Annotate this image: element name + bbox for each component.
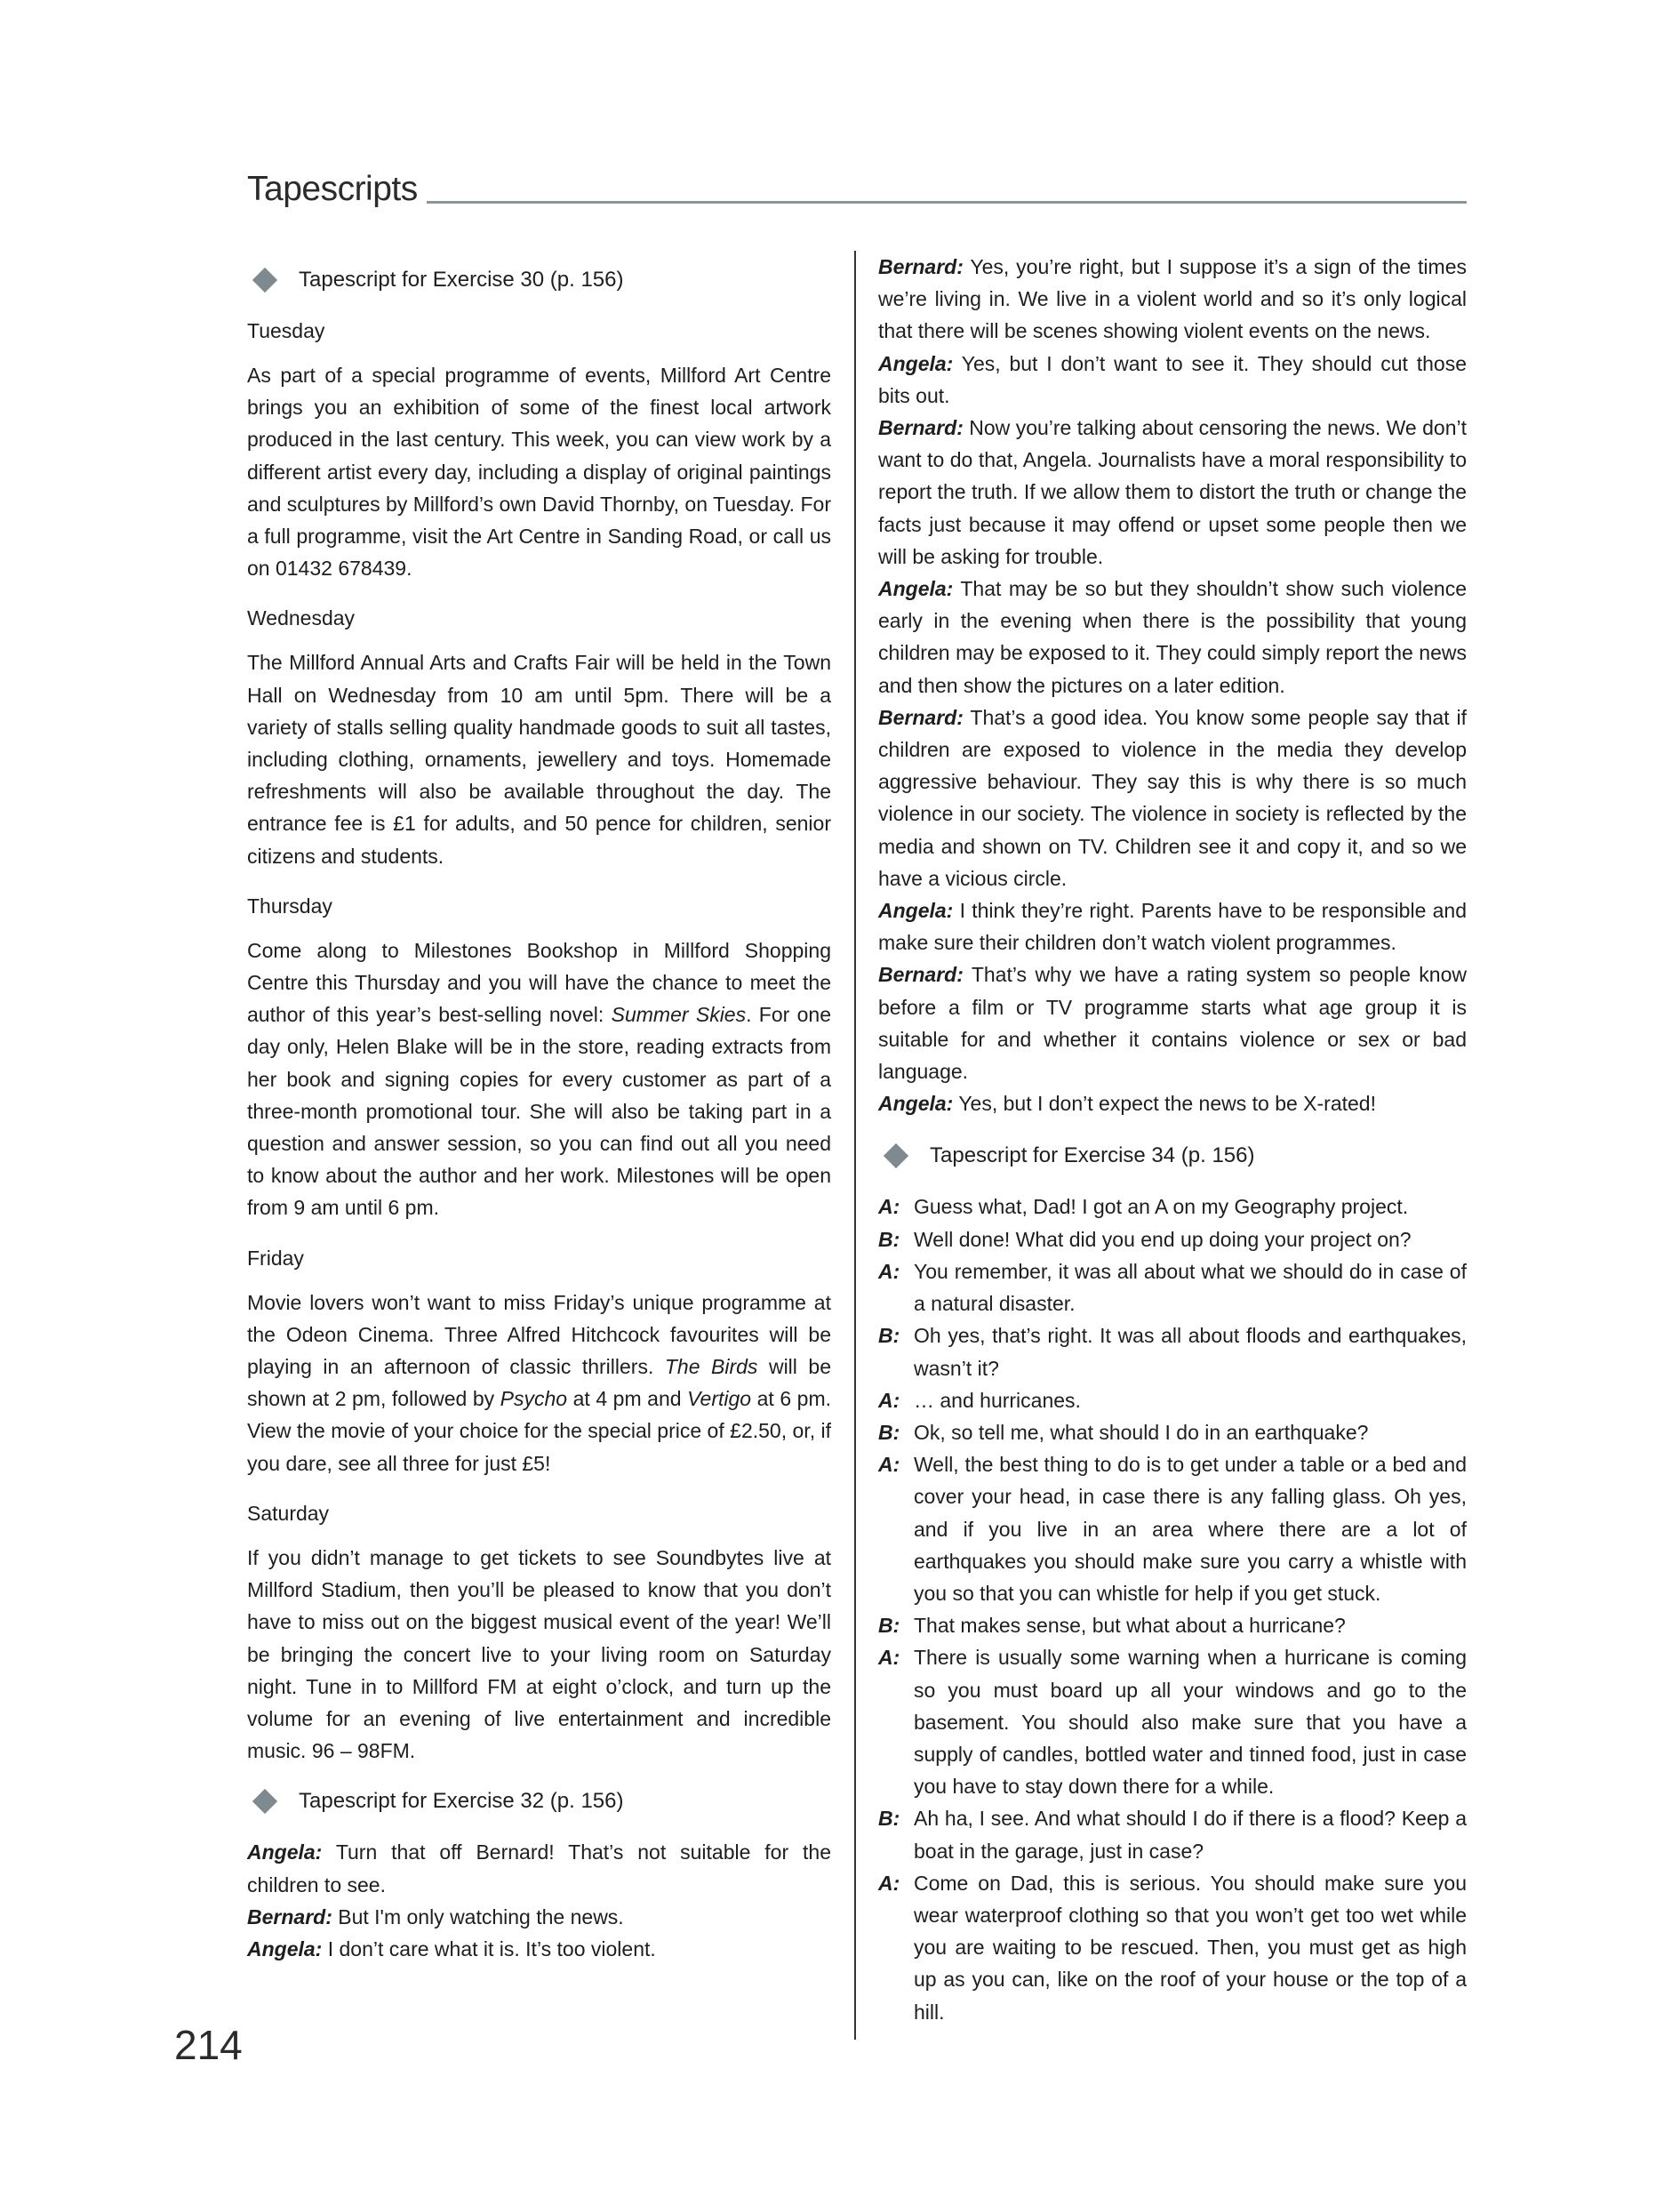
dialogue-line: [878, 251, 1467, 348]
dialogue-text: Well done! What did you end up doing your project on?: [914, 1227, 1412, 1251]
speaker-label: Angela:: [878, 351, 954, 375]
section-heading-text: Tapescript for Exercise 34 (p. 156): [930, 1143, 1255, 1168]
dialogue-text: That may be so but they shouldn’t show such violence early in the evening when there is the possibility that young children may be exposed to it. They could simply report the news and then show the pictures on a later edition.: [878, 577, 1467, 697]
speaker-label: A:: [878, 1388, 900, 1412]
text-run: will be shown at 2 pm, followed by: [247, 1355, 831, 1411]
page-number: 214: [174, 2022, 243, 2068]
text-run: Come along to Milestones Bookshop in Millford Shopping Centre this Thursday and you will have the chance to meet the author of this year’s best-selling novel:: [247, 938, 831, 1027]
dialogue-text: Yes, you’re right, but I suppose it’s a sign of the times we’re living in. We live in a violent world and so it’s only logical that there will be scenes showing violent events on the news.: [878, 255, 1467, 343]
day-heading-friday: Friday: [247, 1246, 304, 1270]
speaker-label: B:: [878, 1227, 900, 1251]
dialogue-text: … and hurricanes.: [914, 1388, 1081, 1412]
section-heading-text: Tapescript for Exercise 30 (p. 156): [299, 268, 624, 292]
dialogue-text: Ah ha, I see. And what should I do if there is a flood? Keep a boat in the garage, just in case?: [914, 1807, 1467, 1863]
paragraph-saturday: If you didn’t manage to get tickets to see Soundbytes live at Millford Stadium, then you’ll be pleased to know that you don’t have to miss out on the biggest musical event of the year! We’ll be bringing the concert live to your living room on Saturday night. Tune in to Millford FM at eight o’clock, and turn up the volume for an evening of live entertainment and incredible music. 96 – 98FM.: [247, 1545, 831, 1763]
text-run: at 6 pm. View the movie of your choice for the special price of £2.50, or, if you dare, see all three for just £5!: [247, 1387, 831, 1475]
speaker-label: A:: [878, 1646, 900, 1670]
speaker-label: Bernard:: [878, 963, 964, 987]
dialogue-line: [878, 1384, 1467, 1416]
page-title: Tapescripts: [247, 170, 418, 208]
dialogue-line: [878, 412, 1467, 573]
speaker-label: Angela:: [247, 1840, 323, 1864]
dialogue-text: Well, the best thing to do is to get under a table or a bed and cover your head, in case there is any falling glass. Oh yes, and if you live in an area where there are a lot of earthquakes you should make sure you carry a whistle with you so that you can whistle for help if you get stuck.: [914, 1453, 1467, 1605]
diamond-bullet-icon: [884, 1143, 908, 1168]
dialogue-text: That’s why we have a rating system so people know before a film or TV programme starts what age group it is suitable for and whether it contains violence or sex or bad language.: [878, 963, 1467, 1084]
dialogue-text: I think they’re right. Parents have to be responsible and make sure their children don’t watch violent programmes.: [878, 899, 1467, 955]
dialogue-line: [247, 1933, 831, 1965]
film-title: Vertigo: [687, 1387, 752, 1411]
dialogue-line: [878, 702, 1467, 894]
speaker-label: B:: [878, 1614, 900, 1638]
book-title: Summer Skies: [611, 1003, 747, 1027]
dialogue-line: [878, 1191, 1467, 1223]
dialogue-line: [247, 1901, 831, 1933]
speaker-label: A:: [878, 1871, 900, 1895]
day-heading-tuesday: Tuesday: [247, 319, 325, 342]
diamond-bullet-icon: [252, 1789, 277, 1814]
dialogue-text: Guess what, Dad! I got an A on my Geography project.: [914, 1195, 1409, 1219]
speaker-label: A:: [878, 1259, 900, 1283]
paragraph-wednesday: The Millford Annual Arts and Crafts Fair will be held in the Town Hall on Wednesday from 10 am until 5pm. There will be a variety of stalls selling quality handmade goods to suit all tastes, including clothing, ornaments, jewellery and toys. Homemade refreshments will also be available throughout the day. The entrance fee is £1 for adults, and 50 pence for children, senior citizens and students.: [247, 651, 831, 868]
speaker-label: B:: [878, 1807, 900, 1831]
dialogue-text: Now you’re talking about censoring the news. We don’t want to do that, Angela. Journalists have a moral responsibility to report the truth. If we allow them to distort the truth or change the facts just because it may offend or upset some people then we will be asking for trouble.: [878, 416, 1467, 568]
dialogue-text: Turn that off Bernard! That’s not suitable for the children to see.: [247, 1840, 831, 1896]
section-heading-ex32: [247, 1784, 831, 1818]
diamond-bullet-icon: [252, 268, 277, 293]
dialogue-line: [878, 1867, 1467, 2028]
dialogue-text: But I'm only watching the news.: [332, 1904, 624, 1928]
dialogue-line: [878, 1255, 1467, 1319]
speaker-label: Bernard:: [878, 255, 964, 278]
dialogue-text: That makes sense, but what about a hurricane?: [914, 1614, 1346, 1638]
film-title: Psycho: [500, 1387, 568, 1411]
speaker-label: A:: [878, 1195, 900, 1219]
speaker-label: Angela:: [878, 577, 954, 601]
dialogue-line: [878, 1641, 1467, 1802]
paragraph-friday: [247, 1287, 831, 1479]
dialogue-line: [878, 1223, 1467, 1255]
dialogue-line: [878, 1448, 1467, 1609]
dialogue-text: Oh yes, that’s right. It was all about floods and earthquakes, wasn’t it?: [914, 1324, 1467, 1380]
dialogue-line: [878, 573, 1467, 702]
dialogue-line: [878, 348, 1467, 412]
speaker-label: Angela:: [878, 899, 954, 923]
column-divider: [854, 251, 856, 2040]
dialogue-text: Ok, so tell me, what should I do in an earthquake?: [914, 1420, 1369, 1444]
paragraph-tuesday: As part of a special programme of events, Millford Art Centre brings you an exhibition of some of the finest local artwork produced in the last century. This week, you can view work by a different artist every day, including a display of original paintings and sculptures by Millford’s own David Thornby, on Tuesday. For a full programme, visit the Art Centre in Sanding Road, or call us on 01432 678439.: [247, 364, 831, 581]
title-rule: [427, 201, 1467, 204]
dialogue-line: [247, 1836, 831, 1900]
dialogue-line: [878, 958, 1467, 1087]
day-heading-thursday: Thursday: [247, 894, 332, 918]
section-heading-ex34: [878, 1139, 1467, 1173]
dialogue-text: Come on Dad, this is serious. You should make sure you wear waterproof clothing so that you won’t get too wet while you are waiting to be rescued. Then, you must get as high up as you can, like on the roof of your house or the top of a hill.: [914, 1871, 1467, 2024]
dialogue-line: [878, 1087, 1467, 1119]
section-heading-ex30: [247, 263, 831, 297]
dialogue-line: [878, 1609, 1467, 1641]
speaker-label: Angela:: [878, 1092, 954, 1116]
text-run: . For one day only, Helen Blake will be in the store, reading extracts from her book and signing copies for every customer as part of a three-month promotional tour. She will also be taking part in a question and answer session, so you can find out all you need to know about the author and her work. Milestones will be open from 9 am until 6 pm.: [247, 1003, 831, 1220]
text-run: at 4 pm and: [567, 1387, 688, 1411]
dialogue-line: [878, 1802, 1467, 1866]
right-column: [878, 251, 1467, 2028]
speaker-label: Bernard:: [878, 416, 964, 440]
page-header: [247, 167, 1467, 212]
speaker-label: B:: [878, 1420, 900, 1444]
dialogue-text: You remember, it was all about what we should do in case of a natural disaster.: [914, 1259, 1467, 1316]
dialogue-line: [878, 1319, 1467, 1383]
dialogue-line: [878, 1416, 1467, 1448]
left-column: [247, 263, 831, 1965]
dialogue-text: That’s a good idea. You know some people say that if children are exposed to violence in the media they develop aggressive behaviour. They say this is why there is so much violence in our society. The violence in society is reflected by the media and shown on TV. Children see it and copy it, and so we have a vicious circle.: [878, 705, 1467, 890]
text-run: Movie lovers won’t want to miss Friday’s unique programme at the Odeon Cinema. Three Alfred Hitchcock favourites will be playing in an afternoon of classic thrillers.: [247, 1290, 831, 1379]
day-heading-saturday: Saturday: [247, 1501, 330, 1525]
section-heading-text: Tapescript for Exercise 32 (p. 156): [299, 1789, 624, 1814]
dialogue-text: Yes, but I don’t expect the news to be X-rated!: [953, 1092, 1376, 1116]
dialogue-text: There is usually some warning when a hurricane is coming so you must board up all your windows and go to the basement. You should also make sure that you have a supply of candles, bottled water and tinned food, just in case you have to stay down there for a while.: [914, 1646, 1467, 1799]
speaker-label: B:: [878, 1324, 900, 1348]
dialogue-text: Yes, but I don’t want to see it. They should cut those bits out.: [878, 351, 1467, 407]
speaker-label: A:: [878, 1453, 900, 1477]
speaker-label: Angela:: [247, 1936, 323, 1960]
dialogue-text: I don’t care what it is. It’s too violent.: [322, 1936, 656, 1960]
dialogue-line: [878, 894, 1467, 958]
paragraph-thursday: [247, 934, 831, 1224]
speaker-label: Bernard:: [247, 1904, 332, 1928]
day-heading-wednesday: Wednesday: [247, 606, 356, 630]
speaker-label: Bernard:: [878, 705, 964, 729]
film-title: The Birds: [664, 1355, 758, 1379]
